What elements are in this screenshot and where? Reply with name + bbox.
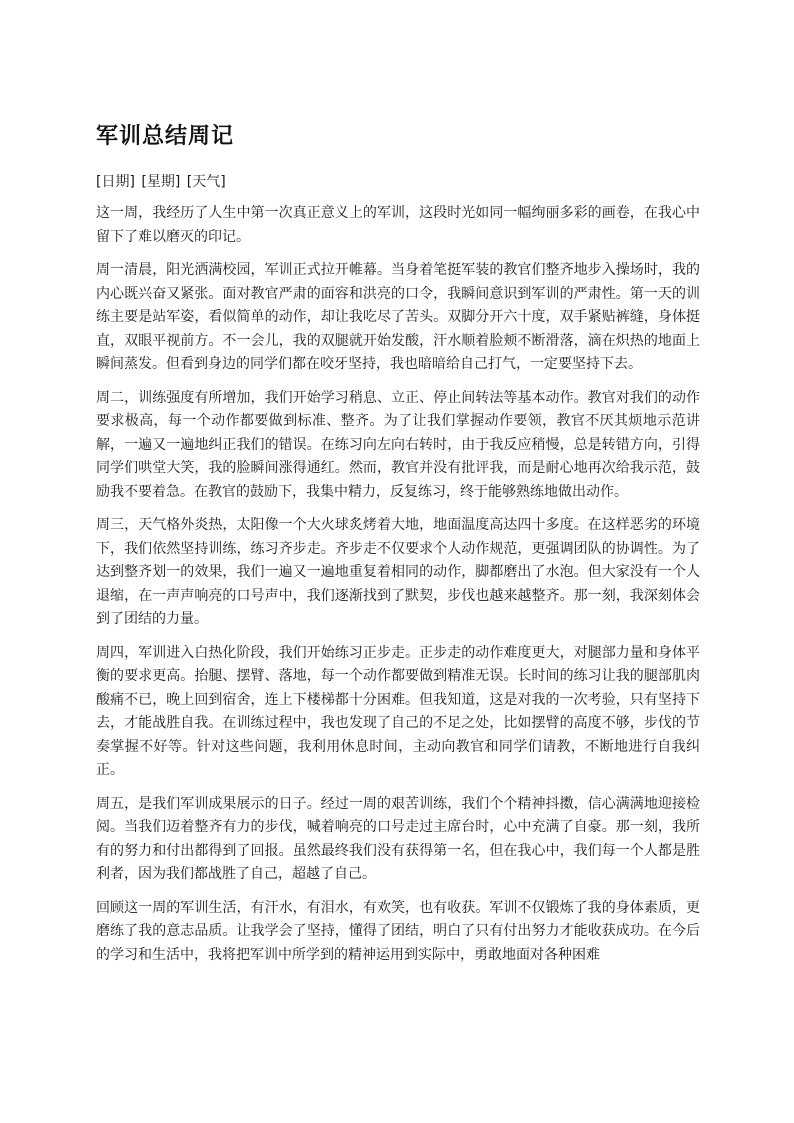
paragraph-monday: 周一清晨，阳光洒满校园，军训正式拉开帷幕。当身着笔挺军装的教官们整齐地步入操场时，我的内心既兴奋又紧张。面对教官严肃的面容和洪亮的口令，我瞬间意识到军训的严肃性。第一天的训练主要是站军姿，看似简单的动作，却让我吃尽了苦头。双脚分开六十度，双手紧贴裤缝，身体挺直，双眼平视前方。不一会儿，我的双腿就开始发酸，汗水顺着脸颊不断滑落，滴在炽热的地面上瞬间蒸发。但看到身边的同学们都在咬牙坚持，我也暗暗给自己打气，一定要坚持下去。 (96, 262, 700, 372)
paragraph-friday: 周五，是我们军训成果展示的日子。经过一周的艰苦训练，我们个个精神抖擞，信心满满地迎接检阅。当我们迈着整齐有力的步伐，喊着响亮的口号走过主席台时，心中充满了自豪。那一刻，我所有的努力和付出都得到了回报。虽然最终我们没有获得第一名，但在我心中，我们每一个人都是胜利者，因为我们都战胜了自己，超越了自己。 (96, 795, 700, 882)
document-page (96, 122, 700, 967)
paragraph-wednesday: 周三，天气格外炎热，太阳像一个大火球炙烤着大地，地面温度高达四十多度。在这样恶劣的环境下，我们依然坚持训练，练习齐步走。齐步走不仅要求个人动作规范，更强调团队的协调性。为了达到整齐划一的效果，我们一遍又一遍地重复着相同的动作，脚都磨出了水泡。但大家没有一个人退缩，在一声声响亮的口号声中，我们逐渐找到了默契，步伐也越来越整齐。那一刻，我深刻体会到了团结的力量。 (96, 517, 700, 627)
document-title: 军训总结周记 (96, 124, 235, 149)
paragraph-tuesday: 周二，训练强度有所增加，我们开始学习稍息、立正、停止间转法等基本动作。教官对我们的动作要求极高，每一个动作都要做到标准、整齐。为了让我们掌握动作要领，教官不厌其烦地示范讲解，一遍又一遍地纠正我们的错误。在练习向左向右转时，由于我反应稍慢，总是转错方向，引得同学们哄堂大笑，我的脸瞬间涨得通红。然而，教官并没有批评我，而是耐心地再次给我示范，鼓励我不要着急。在教官的鼓励下，我集中精力，反复练习，终于能够熟练地做出动作。 (96, 389, 700, 500)
date-weekday-weather-line: [日期] [星期] [天气] (96, 174, 226, 190)
paragraph-review: 回顾这一周的军训生活，有汗水，有泪水，有欢笑，也有收获。军训不仅锻炼了我的身体素质，更磨练了我的意志品质。让我学会了坚持，懂得了团结，明白了只有付出努力才能收获成功。在今后的学习和生活中，我将把军训中所学到的精神运用到实际中，勇敢地面对各种困难 (96, 899, 700, 963)
paragraph-thursday: 周四，军训进入白热化阶段，我们开始练习正步走。正步走的动作难度更大，对腿部力量和身体平衡的要求更高。抬腿、摆臂、落地，每一个动作都要做到精准无误。长时间的练习让我的腿部肌肉酸痛不已，晚上回到宿舍，连上下楼梯都十分困难。但我知道，这是对我的一次考验，只有坚持下去，才能战胜自我。在训练过程中，我也发现了自己的不足之处，比如摆臂的高度不够，步伐的节奏掌握不好等。针对这些问题，我利用休息时间，主动向教官和同学们请教，不断地进行自我纠正。 (96, 644, 700, 778)
paragraph-intro: 这一周，我经历了人生中第一次真正意义上的军训，这段时光如同一幅绚丽多彩的画卷，在我心中留下了难以磨灭的印记。 (96, 205, 700, 245)
